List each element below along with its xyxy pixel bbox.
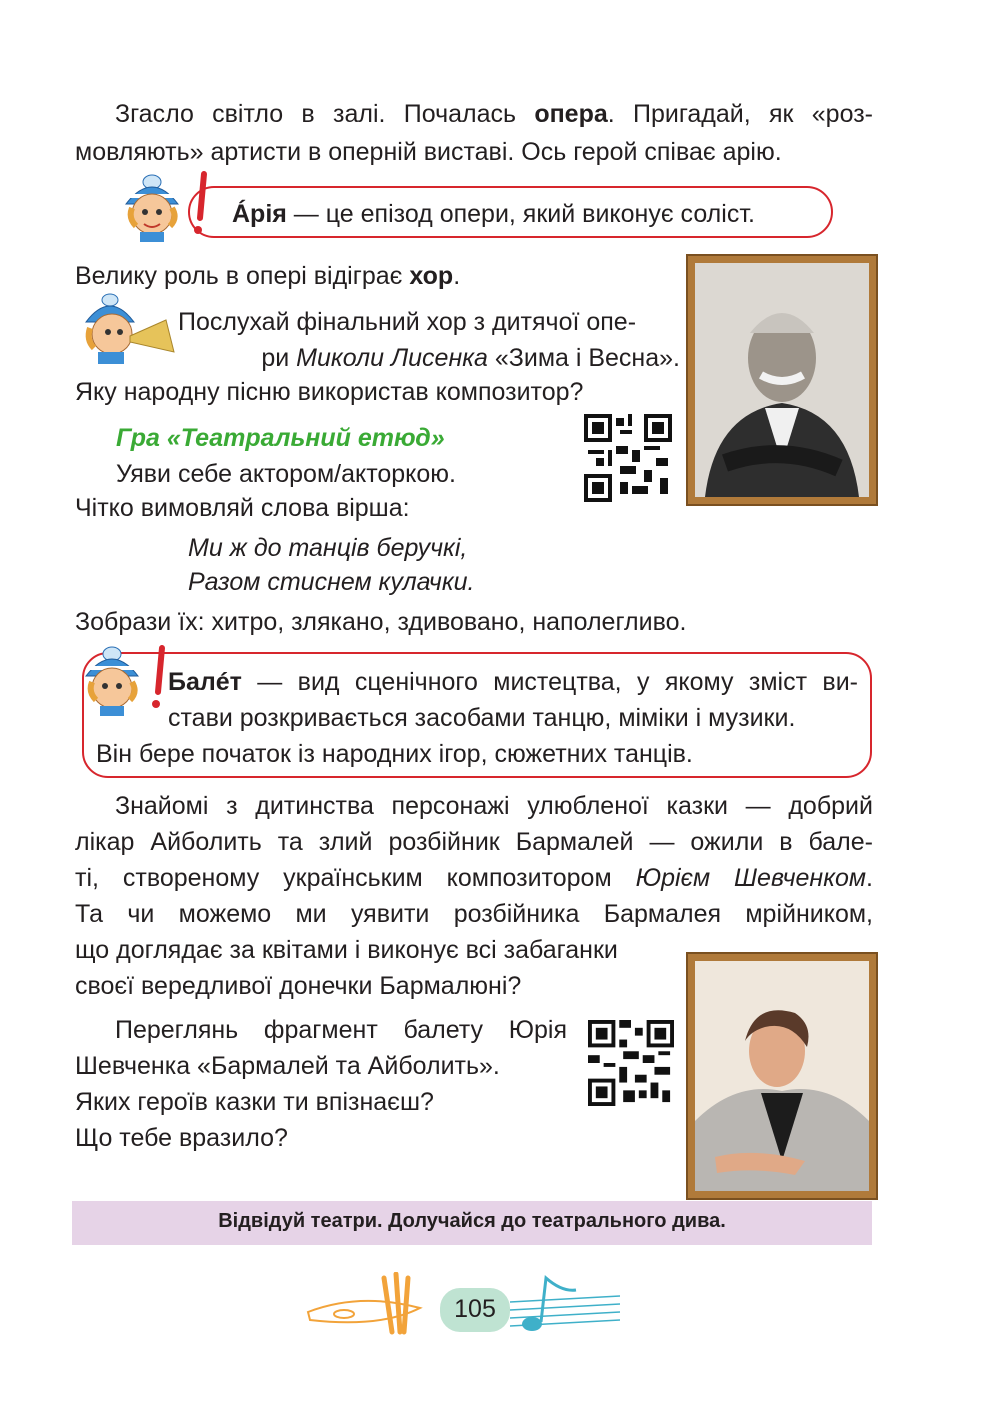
motto-banner bbox=[72, 1201, 872, 1245]
paragraph-line: Та чи можемо ми уявити розбійника Бармалея мрійником, bbox=[75, 900, 873, 928]
paragraph-line: Яких героїв казки ти впізнаєш? bbox=[75, 1088, 434, 1116]
paragraph-line bbox=[190, 340, 680, 376]
paragraph-line: лікар Айболить та злий розбійник Бармалей — ожили в бале- bbox=[75, 828, 873, 856]
paragraph-line: Уяви себе актором/акторкою. bbox=[116, 460, 457, 488]
paragraph-line bbox=[75, 860, 873, 896]
paragraph-line: що доглядає за квітами і виконує всі забаганки bbox=[75, 936, 618, 964]
paragraph-line: Що тебе вразило? bbox=[75, 1124, 288, 1152]
page-number: 105 bbox=[454, 1295, 496, 1323]
paragraph-line: Послухай фінальний хор з дитячої опе- bbox=[178, 308, 637, 336]
page-number-badge bbox=[440, 1288, 510, 1332]
paragraph-line bbox=[75, 96, 873, 132]
paragraph-line: Чітко вимовляй слова вірша: bbox=[75, 494, 410, 522]
banner-text: Відвідуй театри. Долучайся до театрального дива. bbox=[218, 1210, 726, 1232]
text: . Пригадай, як «роз- bbox=[607, 100, 873, 128]
paragraph-line bbox=[75, 258, 460, 294]
cartoon-child-icon bbox=[72, 640, 176, 724]
definition-ballet-line bbox=[168, 664, 858, 700]
text: «Зима і Весна». bbox=[487, 344, 680, 372]
bold-term-opera: опера bbox=[534, 100, 608, 128]
paragraph-line: Зобрази їх: хитро, злякано, здивовано, наполегливо. bbox=[75, 608, 687, 636]
portrait-lysenko bbox=[688, 256, 876, 504]
composer-name-shevchenko: Юрієм Шевченком bbox=[635, 864, 867, 892]
composer-name-lysenko: Миколи Лисенка bbox=[296, 344, 488, 372]
paragraph-line: своєї вередливої донечки Бармалюні? bbox=[75, 972, 522, 1000]
poem-line: Разом стиснем кулачки. bbox=[188, 568, 475, 596]
bold-term-choir: хор bbox=[409, 262, 454, 290]
qr-code-icon[interactable] bbox=[584, 414, 672, 502]
term-aria: Áрія bbox=[232, 200, 287, 228]
paragraph-line bbox=[75, 788, 873, 824]
paragraph-line: Яку народну пісню використав композитор? bbox=[75, 378, 584, 406]
text: — це епізод опери, який виконує соліст. bbox=[286, 200, 755, 228]
child-with-horn-icon bbox=[74, 290, 178, 370]
term-ballet: Балéт bbox=[168, 668, 242, 696]
text: . bbox=[453, 262, 461, 290]
paragraph-line bbox=[75, 1012, 567, 1048]
text: ри bbox=[261, 344, 297, 372]
text: — вид сценічного мистецтва, у якому зміст ви- bbox=[241, 668, 858, 696]
qr-code-icon[interactable] bbox=[588, 1020, 674, 1106]
game-title: Гра «Театральний етюд» bbox=[116, 424, 445, 452]
text: Згасло світло в залі. Почалась bbox=[115, 100, 535, 128]
portrait-shevchenko bbox=[688, 954, 876, 1198]
paragraph-line: Він бере початок із народних ігор, сюжетних танців. bbox=[96, 740, 693, 768]
text: Знайомі з дитинства персонажі улюбленої казки — добрий bbox=[115, 792, 873, 820]
definition-aria-line bbox=[232, 196, 755, 232]
text: . bbox=[866, 864, 873, 892]
poem-line: Ми ж до танців беручкі, bbox=[188, 534, 468, 562]
paragraph-line: мовляють» артисти в оперній виставі. Ось герой співає арію. bbox=[75, 138, 782, 166]
cartoon-child-icon bbox=[112, 166, 220, 248]
paragraph-line: стави розкривається засобами танцю, міміки і музики. bbox=[168, 704, 796, 732]
text: Велику роль в опері відіграє bbox=[75, 262, 410, 290]
text: Переглянь фрагмент балету Юрія bbox=[115, 1016, 567, 1044]
text: ті, створеному українським композитором bbox=[75, 864, 636, 892]
paragraph-line: Шевченка «Бармалей та Айболить». bbox=[75, 1052, 500, 1080]
